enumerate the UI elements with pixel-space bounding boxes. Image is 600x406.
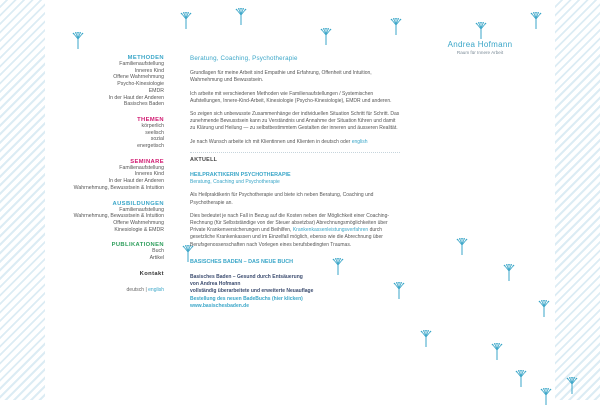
dandelion-icon	[390, 18, 402, 36]
aktuell-heading: AKTUELL	[190, 156, 218, 163]
nav-item[interactable]: energetisch	[137, 143, 164, 150]
nav-section-seminare[interactable]: SEMINARE	[130, 158, 164, 165]
book-heading[interactable]: BASISCHES BADEN – DAS NEUE BUCH	[190, 258, 294, 265]
lang-deutsch[interactable]: deutsch	[126, 286, 145, 293]
section-divider	[190, 152, 400, 153]
nav-item[interactable]: Familienaufstellung	[119, 206, 164, 213]
dandelion-icon	[180, 12, 192, 30]
decorative-stripe-left	[0, 0, 45, 400]
heilpraktikerin-heading[interactable]: HEILPRAKTIKERIN PSYCHOTHERAPIE	[190, 172, 291, 179]
dandelion-icon	[420, 330, 432, 348]
nav-item[interactable]: sozial	[150, 136, 164, 143]
nav-section-ausbildungen[interactable]: AUSBILDUNGEN	[112, 200, 164, 207]
nav-item[interactable]: Psycho-Kinesiologie	[117, 81, 164, 88]
nav-section-themen[interactable]: THEMEN	[137, 116, 164, 123]
nav-item[interactable]: In der Haut der Anderen	[108, 94, 164, 101]
lang-separator: |	[145, 286, 147, 293]
nav-section-publikationen[interactable]: PUBLIKATIONEN	[111, 242, 164, 249]
nav-item[interactable]: Wahrnehmung, Bewusstsein & Intuition	[73, 213, 164, 220]
dandelion-icon	[540, 388, 552, 406]
nav-item[interactable]: Buch	[152, 248, 164, 255]
language-paragraph	[190, 139, 400, 146]
dandelion-icon	[72, 32, 84, 50]
main-content	[190, 55, 400, 310]
nav-item[interactable]: In der Haut der Anderen	[108, 178, 164, 185]
dandelion-icon	[566, 377, 578, 395]
nav-item[interactable]: Offene Wahrnehmung	[113, 219, 164, 226]
nav-item[interactable]: Familienaufstellung	[119, 164, 164, 171]
nav-item[interactable]: EMDR	[148, 87, 164, 94]
costs-text-a: Dies bedeutet je nach Fall in Bezug auf die Kosten neben der Möglichkeit einer Coaching-Rechnung (für Selbstständige von der Steuer absetzbar) Abrechnungsmöglichkeiten über Private Krankenversicherungen und Beihilfen,	[190, 212, 390, 234]
costs-paragraph	[190, 213, 400, 249]
nav-item[interactable]: Artikel	[149, 255, 164, 262]
sidebar-nav	[40, 55, 164, 293]
dandelion-icon	[475, 22, 487, 40]
page-title: Beratung, Coaching, Psychotherapie	[190, 55, 298, 62]
nav-item[interactable]: Basisches Baden	[123, 101, 164, 108]
brand-name[interactable]: Andrea Hofmann	[447, 40, 513, 49]
nav-item[interactable]: Familienaufstellung	[119, 61, 164, 67]
heilpraktikerin-subheading: Beratung, Coaching und Psychotherapie	[190, 179, 280, 186]
dandelion-icon	[503, 264, 515, 282]
lang-english[interactable]: english	[148, 286, 164, 293]
dandelion-icon	[456, 238, 468, 256]
dandelion-icon	[538, 300, 550, 318]
nav-item[interactable]: körperlich	[141, 122, 164, 129]
intro-paragraph: Grundlagen für meine Arbeit sind Empathie und Erfahrung, Offenheit und Intuition, Wahrnehmung und Bewusstsein.	[190, 70, 372, 84]
language-paragraph-text: Je nach Wunsch arbeite ich mit Klientinnen und Klienten in deutsch oder	[190, 138, 351, 145]
dandelion-icon	[491, 343, 503, 361]
book-title: Basisches Baden – Gesund durch Entsäuerung	[190, 274, 303, 281]
nav-item[interactable]: Offene Wahrnehmung	[113, 74, 164, 81]
dandelion-icon	[530, 12, 542, 30]
decorative-stripe-right	[555, 0, 600, 400]
book-order-link[interactable]: Bestellung des neuen BadeBuchs (hier klicken)	[190, 295, 303, 302]
book-author: von Andrea Hofmann	[190, 281, 241, 288]
brand-header[interactable]	[420, 40, 540, 55]
nav-item[interactable]: Wahrnehmung, Bewusstsein & Intuition	[73, 184, 164, 191]
nav-item[interactable]: seelisch	[145, 129, 164, 136]
nav-section-methoden[interactable]: METHODEN	[127, 55, 164, 61]
nav-item[interactable]: Kinesiologie & EMDR	[114, 226, 164, 233]
dandelion-icon	[320, 28, 332, 46]
methods-paragraph: Ich arbeite mit verschiedenen Methoden wie Familienaufstellungen / Systemischen Aufstellungen, Innere-Kind-Arbeit, Kinesiologie (Psycho-Kinesiologie), EMDR und anderen.	[190, 90, 392, 104]
krankenkasse-link[interactable]: Krankenkassenleistungsverfahren	[292, 227, 369, 234]
english-link[interactable]: english	[351, 138, 368, 145]
heilpraktikerin-paragraph: Als Heilpraktikerin für Psychotherapie und biete ich neben Beratung, Coaching und Psychotherapie an.	[190, 192, 374, 206]
nav-kontakt[interactable]: Kontakt	[139, 270, 164, 277]
costs-text-b: durch gesetzliche Krankenkassen und im Einzelfall möglich, ebenso wie die Abrechnung über Berufsgenossenschaften nach Vorlegen eines berufsbedingten Traumas.	[190, 227, 383, 248]
dandelion-icon	[515, 370, 527, 388]
book-website-link[interactable]: www.basischesbaden.de	[190, 302, 250, 309]
nav-item[interactable]: Inneres Kind	[134, 67, 164, 74]
dandelion-icon	[235, 8, 247, 26]
language-switch	[40, 287, 164, 293]
brand-tagline: Raum für Innere Arbeit	[456, 50, 504, 55]
nav-item[interactable]: Inneres Kind	[134, 171, 164, 178]
book-edition: vollständig überarbeitete und erweiterte Neuauflage	[190, 288, 314, 295]
awareness-paragraph: So zeigen sich unbewusste Zusammenhänge der individuellen Situation Schritt für Schritt. Das zunehmende Bewusstsein kann zu Verständnis und Annahme der Situation führen und damit zu Klärung und Heilung — zu selbstbestimmtem Gestalten der inneren und äusseren Realität.	[190, 111, 400, 132]
